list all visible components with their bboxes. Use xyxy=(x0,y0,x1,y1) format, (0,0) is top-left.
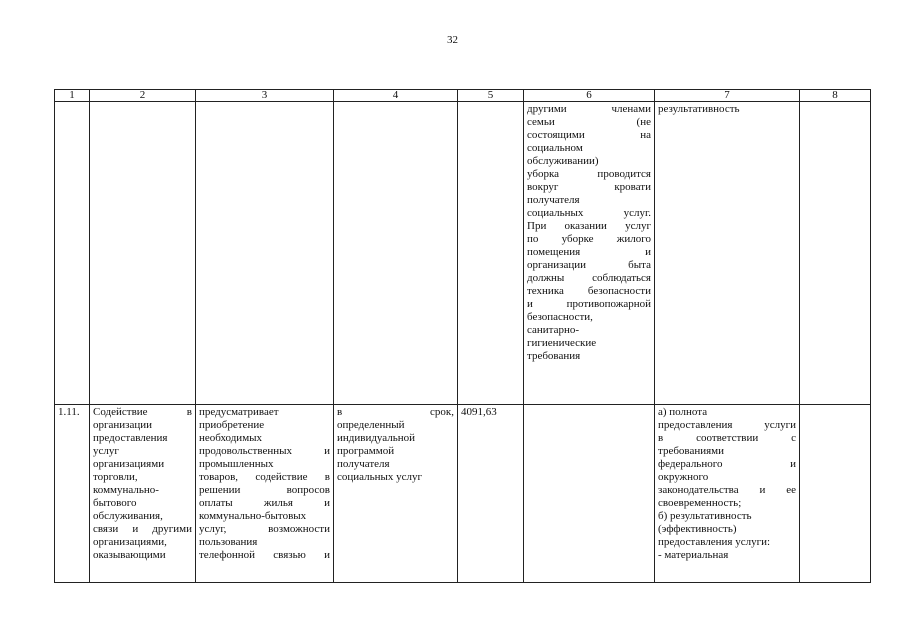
header-col-8: 8 xyxy=(800,90,871,102)
cell-text-line: связи и другими xyxy=(93,523,192,535)
cell-text-line: требованиями xyxy=(658,445,725,457)
header-col-5: 5 xyxy=(458,90,524,102)
cell-text-line: социальных услуг xyxy=(337,471,423,483)
cell-text-line: обслуживании) xyxy=(527,155,599,167)
cell-text-line: законодательства и ее xyxy=(658,484,796,496)
cell-service-description xyxy=(196,405,334,583)
cell-text-line: техника безопасности xyxy=(527,285,651,297)
cell-text-line: промышленных xyxy=(199,458,274,470)
cell-text-line: коммунально- xyxy=(93,484,159,496)
page-number: 32 xyxy=(447,34,458,46)
cell-text-line: и противопожарной xyxy=(527,298,651,310)
cell-text-line: своевременность; xyxy=(658,497,742,509)
cell-text-line: гигиенические xyxy=(527,337,597,349)
cell-service-name xyxy=(90,405,196,583)
cell-text-line: организациями, xyxy=(93,536,167,548)
cell-text-line: социальном xyxy=(527,142,583,154)
cell-text-line: оплаты жилья и xyxy=(199,497,330,509)
cell-text-line: получателя xyxy=(337,458,390,470)
cell-text-line: продовольственных и xyxy=(199,445,330,457)
cell-col-4 xyxy=(334,102,458,405)
cell-text-line: При оказании услуг xyxy=(527,220,651,232)
cell-text-line: пользования xyxy=(199,536,258,548)
cell-text-line: получателя xyxy=(527,194,580,206)
cell-text-line: услуг, возможности xyxy=(199,523,330,535)
cell-text-line: решении вопросов xyxy=(199,484,330,496)
cell-text-line: Содействие в xyxy=(93,406,192,418)
cell-text-line: оказывающими xyxy=(93,549,166,561)
cell-text-line: приобретение xyxy=(199,419,265,431)
cell-text-line: по уборке жилого xyxy=(527,233,651,245)
cell-col-8 xyxy=(800,102,871,405)
cell-item-number: 1.11. xyxy=(55,405,90,583)
cell-text-line: предоставления xyxy=(93,432,168,444)
cell-text-line: социальных услуг. xyxy=(527,207,651,219)
cell-text-line: коммунально-бытовых xyxy=(199,510,307,522)
cell-text-line: (эффективность) xyxy=(658,523,737,535)
cell-service-term xyxy=(334,405,458,583)
services-table xyxy=(54,89,871,583)
cell-text-line: в срок, xyxy=(337,406,454,418)
cell-text-line: санитарно- xyxy=(527,324,580,336)
cell-text-line: предоставления услуги: xyxy=(658,536,771,548)
cell-text-line: семьи (не xyxy=(527,116,651,128)
cell-text-line: помещения и xyxy=(527,246,651,258)
cell-text-line: организации xyxy=(93,419,153,431)
cell-text-line: вокруг кровати xyxy=(527,181,651,193)
cell-text-line: - материальная xyxy=(658,549,729,561)
header-col-2: 2 xyxy=(90,90,196,102)
cell-col-7: результативность xyxy=(655,102,800,405)
cell-text-line: должны соблюдаться xyxy=(527,272,651,284)
cell-col-1 xyxy=(55,102,90,405)
cell-text-line: бытового xyxy=(93,497,137,509)
cell-col-8-empty xyxy=(800,405,871,583)
cell-col-5 xyxy=(458,102,524,405)
table-row-continuation xyxy=(55,102,871,405)
cell-text-line: определенный xyxy=(337,419,405,431)
cell-text-line: предусматривает xyxy=(199,406,279,418)
cell-text-line: б) результативность xyxy=(658,510,752,522)
cell-text-line: телефонной связью и xyxy=(199,549,330,561)
header-col-7: 7 xyxy=(655,90,800,102)
cell-text-line: обслуживания, xyxy=(93,510,163,522)
cell-col-3 xyxy=(196,102,334,405)
header-col-3: 3 xyxy=(196,90,334,102)
header-col-4: 4 xyxy=(334,90,458,102)
cell-service-price: 4091,63 xyxy=(458,405,524,583)
cell-text-line: состоящими на xyxy=(527,129,651,141)
cell-text-line: индивидуальной xyxy=(337,432,416,444)
cell-text-line: а) полнота xyxy=(658,406,708,418)
cell-text-line: услуг xyxy=(93,445,119,457)
cell-quality-indicators xyxy=(655,405,800,583)
cell-text-line: организациями xyxy=(93,458,165,470)
cell-text-line: товаров, содействие в xyxy=(199,471,330,483)
cell-text-line: безопасности, xyxy=(527,311,593,323)
cell-text-line: программой xyxy=(337,445,395,457)
table-row-1-11 xyxy=(55,405,871,583)
header-row xyxy=(55,90,871,102)
cell-col-6 xyxy=(524,102,655,405)
cell-text-line: уборка проводится xyxy=(527,168,651,180)
header-col-6: 6 xyxy=(524,90,655,102)
cell-col-6-empty xyxy=(524,405,655,583)
cell-text-line: торговли, xyxy=(93,471,138,483)
cell-text-line: в соответствии с xyxy=(658,432,796,444)
cell-text-line: федерального и xyxy=(658,458,796,470)
cell-col-2 xyxy=(90,102,196,405)
cell-text-line: организации быта xyxy=(527,259,651,271)
cell-text-line: предоставления услуги xyxy=(658,419,796,431)
cell-text-line: необходимых xyxy=(199,432,263,444)
cell-text-line: другими членами xyxy=(527,103,651,115)
cell-text-line: окружного xyxy=(658,471,709,483)
header-col-1: 1 xyxy=(55,90,90,102)
cell-text-line: требования xyxy=(527,350,581,362)
